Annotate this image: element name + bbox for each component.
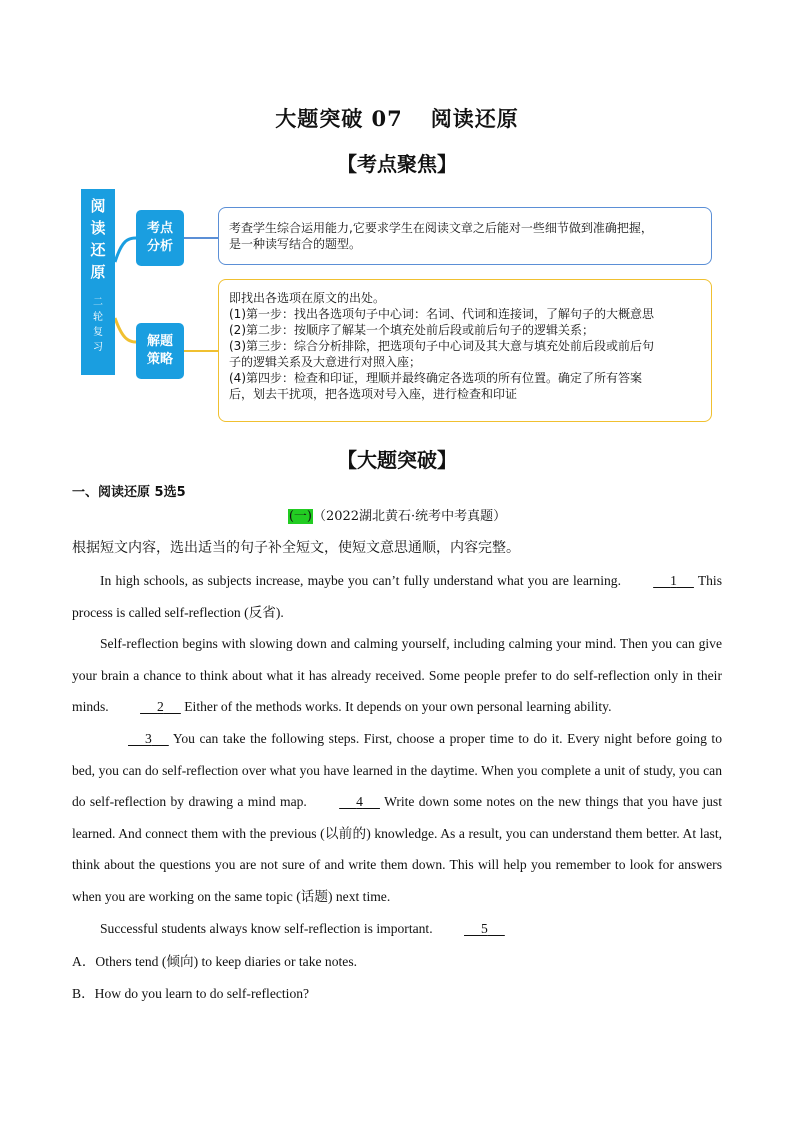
node-line: 策略 <box>146 352 173 367</box>
blank-number: 1 <box>670 573 677 588</box>
paragraph-3 <box>72 723 722 913</box>
source-badge: (一) <box>288 509 312 524</box>
box-line: 是一种读写结合的题型。 <box>229 237 362 251</box>
text: Self-reflection begins with slowing down and calming yourself, including calming your mind. Then you can give your brain a chance to think about what it has already received. Some people prefer to do self-reflection only in their minds. <box>72 636 722 715</box>
mindmap-node-strategy <box>136 323 184 379</box>
passage <box>72 565 722 944</box>
box-line: (2)第二步：按顺序了解某一个填充处前后段或前后句子的逻辑关系； <box>229 323 595 337</box>
option-a: A．Others tend (倾向) to keep diaries or take notes. <box>72 954 358 969</box>
node-line: 分析 <box>146 239 173 254</box>
breakthrough-heading: 【大题突破】 <box>337 448 457 472</box>
root-small-char: 二 <box>93 297 103 308</box>
blank-number: 2 <box>157 699 164 715</box>
focus-heading: 【考点聚焦】 <box>337 152 457 176</box>
title-left: 大题突破 07 <box>275 106 403 131</box>
mindmap-box-strategy <box>218 279 712 422</box>
instruction: 根据短文内容，选出适当的句子补全短文，使短文意思通顺，内容完整。 <box>72 540 520 556</box>
root-char: 阅 <box>90 197 106 215</box>
source-line <box>0 505 794 524</box>
blank-number: 3 <box>145 730 152 746</box>
text: This process is called self-reflection (反省). <box>72 573 722 620</box>
text: Write down some notes on the new things that you have just learned. And connect them with the previous (以前的) knowledge. As a result, you can understand them better. At last, think about the questions you are not sure of and write them down. This will help you remember to look for answers when you are working on the same topic (话题) next time. <box>72 794 722 904</box>
paragraph-1 <box>72 565 722 628</box>
box-line: (3)第三步：综合分析排除，把选项句子中心词及其大意与填充处前后段或前后句 <box>229 339 655 353</box>
node-line: 考点 <box>146 221 173 236</box>
node-line: 解题 <box>146 334 173 349</box>
box-line: (4)第四步：检查和印证，理顺并最终确定各选项的所有位置。确定了所有答案 <box>229 371 643 385</box>
section1-heading: 一、阅读还原 5选5 <box>72 485 186 500</box>
text: Successful students always know self-reflection is important. <box>100 920 433 936</box>
paragraph-4 <box>72 913 722 945</box>
text: You can take the following steps. First, choose a proper time to do it. Every night before going to bed, you can do self-reflection over what you have learned in the daytime. When you complete a unit of study, you can do self-reflection by drawing a mind map. <box>72 730 722 810</box>
root-small-char: 习 <box>93 342 103 353</box>
source-text: （2022湖北黄石·统考中考真题） <box>312 509 507 524</box>
box-line: (1)第一步：找出各选项句子中心词：名词、代词和连接词，了解句子的大概意思 <box>229 307 655 321</box>
mindmap-root <box>81 189 115 375</box>
blank-4 <box>311 786 380 818</box>
blank-number: 4 <box>356 794 363 810</box>
root-char: 原 <box>90 263 106 281</box>
box-line: 即找出各选项在原文的出处。 <box>229 291 386 305</box>
box-line: 考查学生综合运用能力,它要求学生在阅读文章之后能对一些细节做到准确把握， <box>229 221 653 235</box>
root-char: 还 <box>90 241 106 259</box>
box-line: 后，划去干扰项，把各选项对号入座，进行检查和印证 <box>229 387 518 401</box>
blank-2 <box>112 691 181 723</box>
box-line: 子的逻辑关系及大意进行对照入座； <box>229 355 422 369</box>
text: Either of the methods works. It depends on your own personal learning ability. <box>184 699 612 715</box>
blank-number: 5 <box>481 920 488 936</box>
mindmap-node-analysis <box>136 210 184 266</box>
paragraph-2 <box>72 628 722 723</box>
root-small-char: 复 <box>93 327 103 338</box>
root-small-char: 轮 <box>93 312 103 323</box>
root-char: 读 <box>90 219 106 237</box>
blank-5 <box>436 913 505 945</box>
mindmap-box-analysis <box>218 207 712 265</box>
text: In high schools, as subjects increase, maybe you can’t fully understand what you are learning. <box>100 573 621 588</box>
title-right: 阅读还原 <box>430 106 519 131</box>
blank-1 <box>625 565 694 597</box>
option-b: B．How do you learn to do self-reflection? <box>72 986 310 1001</box>
blank-3 <box>100 723 169 755</box>
